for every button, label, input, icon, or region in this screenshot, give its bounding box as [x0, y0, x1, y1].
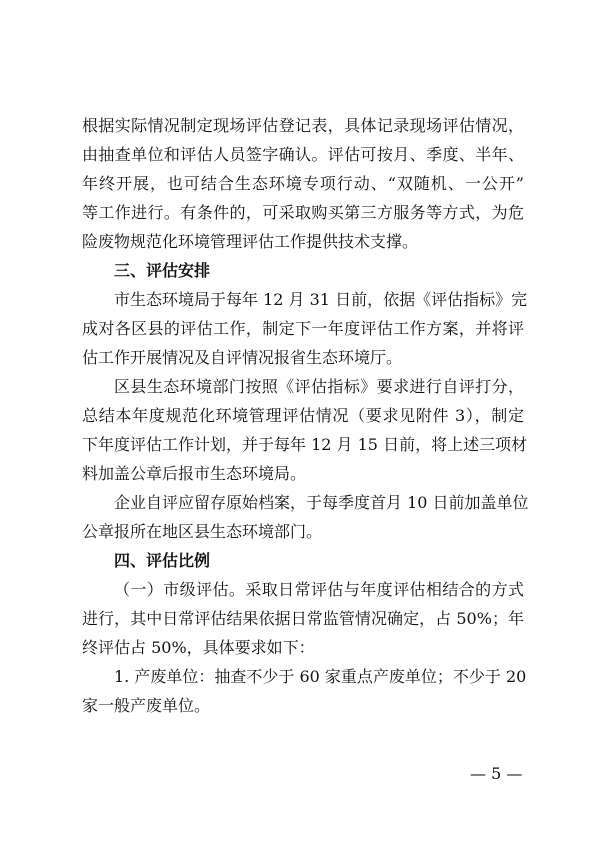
section-heading: 三、评估安排 [114, 261, 211, 280]
text-line: 由抽查单位和评估人员签字确认。评估可按月、季度、半年、 [82, 145, 524, 164]
text-line: 市生态环境局于每年 12 月 31 日前，依据《评估指标》完 [114, 290, 528, 309]
text-line: 企业自评应留存原始档案，于每季度首月 10 日前加盖单位 [114, 493, 529, 512]
text-line: 险废物规范化环境管理评估工作提供技术支撑。 [82, 232, 419, 251]
text-line: 进行，其中日常评估结果依据日常监管情况确定，占 50%；年 [82, 609, 524, 628]
text-line: 1. 产废单位：抽查不少于 60 家重点产废单位；不少于 20 [114, 667, 527, 686]
text-line: 家一般产废单位。 [82, 696, 211, 715]
text-line: 终评估占 50%，具体要求如下： [82, 638, 315, 657]
text-line: 区县生态环境部门按照《评估指标》要求进行自评打分， [114, 377, 524, 396]
text-line: 等工作进行。有条件的，可采取购买第三方服务等方式，为危 [82, 203, 524, 222]
text-line: 总结本年度规范化环境管理评估情况（要求见附件 3），制定 [82, 406, 524, 425]
text-line: 下年度评估工作计划，并于每年 12 月 15 日前，将上述三项材 [82, 435, 528, 454]
text-line: （一）市级评估。采取日常评估与年度评估相结合的方式 [114, 580, 524, 599]
page-number: — 5 — [470, 764, 523, 783]
text-line: 估工作开展情况及自评情况报省生态环境厅。 [82, 348, 403, 367]
section-heading: 四、评估比例 [114, 551, 211, 570]
text-line: 料加盖公章后报市生态环境局。 [82, 464, 307, 483]
text-line: 成对各区县的评估工作，制定下一年度评估工作方案，并将评 [82, 319, 524, 338]
text-line: 公章报所在地区县生态环境部门。 [82, 522, 323, 541]
text-line: 年终开展，也可结合生态环境专项行动、“双随机、一公开” [82, 174, 524, 193]
text-line: 根据实际情况制定现场评估登记表，具体记录现场评估情况， [82, 116, 524, 135]
